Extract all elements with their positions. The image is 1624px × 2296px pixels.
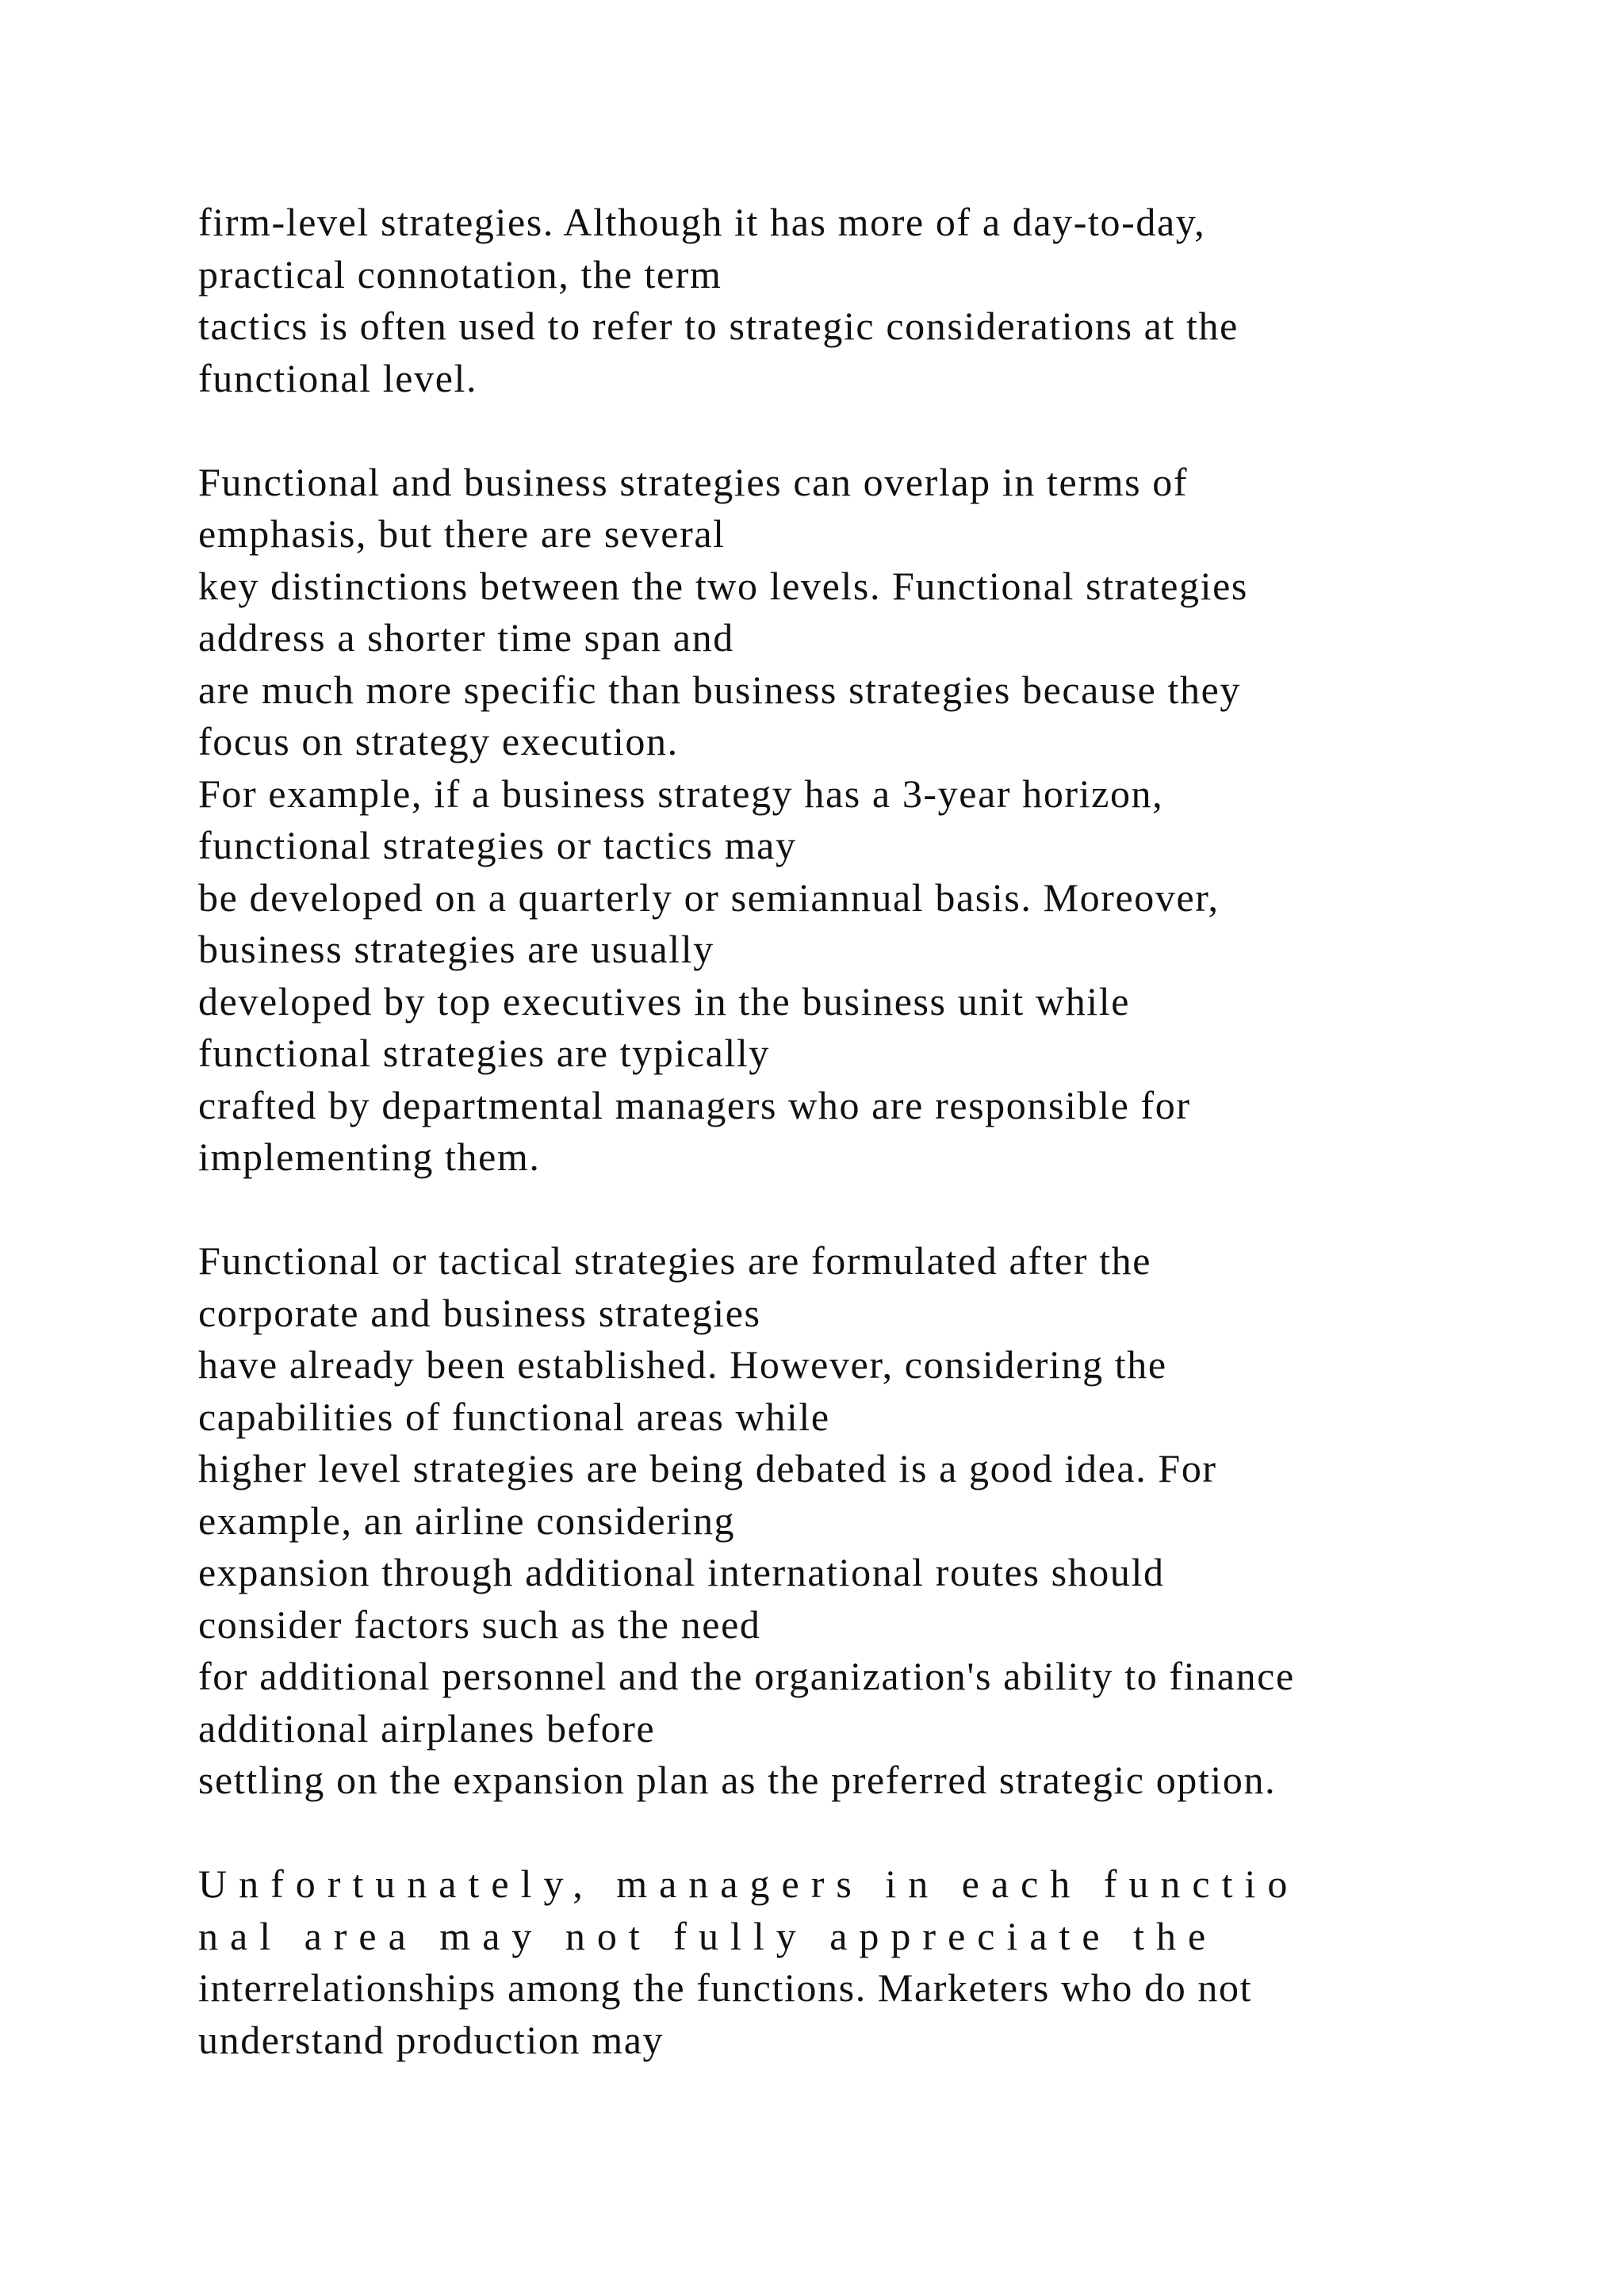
paragraph-gap — [198, 404, 1546, 457]
text-line: be developed on a quarterly or semiannual basis. Moreover, — [198, 874, 1220, 920]
text-line: understand production may — [198, 2017, 665, 2062]
text-line: additional airplanes before — [198, 1705, 656, 1751]
text-line: implementing them. — [198, 1135, 541, 1179]
text-line: consider factors such as the need — [198, 1601, 761, 1647]
paragraph-4 — [198, 1858, 1546, 2066]
document-page — [198, 197, 1546, 2066]
text-line: are much more specific than business strategies because they — [198, 667, 1241, 712]
text-line: interrelationships among the functions. Marketers who do not — [198, 1965, 1253, 2010]
paragraph-3 — [198, 1235, 1546, 1807]
text-line: Functional or tactical strategies are formulated after the — [198, 1238, 1152, 1283]
text-line: nal area may not fully appreciate the — [198, 1913, 1218, 1958]
text-line: higher level strategies are being debated is a good idea. For — [198, 1446, 1217, 1490]
text-line: for additional personnel and the organization's ability to finance — [198, 1654, 1295, 1698]
text-line: business strategies are usually — [198, 927, 714, 971]
text-line: functional strategies or tactics may — [198, 823, 797, 867]
text-line: expansion through additional international routes should — [198, 1550, 1165, 1594]
text-line: tactics is often used to refer to strategic considerations at the — [198, 304, 1239, 348]
text-line: functional strategies are typically — [198, 1031, 771, 1075]
text-line: crafted by departmental managers who are responsible for — [198, 1082, 1191, 1127]
text-line: developed by top executives in the business unit while — [198, 978, 1131, 1024]
text-line: For example, if a business strategy has a 3-year horizon, — [198, 771, 1164, 816]
text-line: emphasis, but there are several — [198, 511, 726, 556]
text-line: have already been established. However, considering the — [198, 1342, 1167, 1387]
text-line: Unfortunately, managers in each functio — [198, 1862, 1300, 1906]
text-line: corporate and business strategies — [198, 1290, 761, 1335]
text-line: functional level. — [198, 355, 478, 400]
text-line: Functional and business strategies can overlap in terms of — [198, 459, 1189, 504]
paragraph-1 — [198, 197, 1546, 404]
text-line: focus on strategy execution. — [198, 719, 679, 763]
paragraph-2 — [198, 457, 1546, 1184]
text-line: address a shorter time span and — [198, 615, 734, 660]
text-line: example, an airline considering — [198, 1498, 736, 1543]
paragraph-gap — [198, 1807, 1546, 1859]
text-line: key distinctions between the two levels. Functional strategies — [198, 563, 1248, 608]
text-line: capabilities of functional areas while — [198, 1394, 830, 1439]
text-line: practical connotation, the term — [198, 251, 722, 297]
text-line: firm-level strategies. Although it has more of a day-to-day, — [198, 200, 1206, 244]
paragraph-gap — [198, 1184, 1546, 1236]
text-line: settling on the expansion plan as the preferred strategic option. — [198, 1758, 1277, 1802]
